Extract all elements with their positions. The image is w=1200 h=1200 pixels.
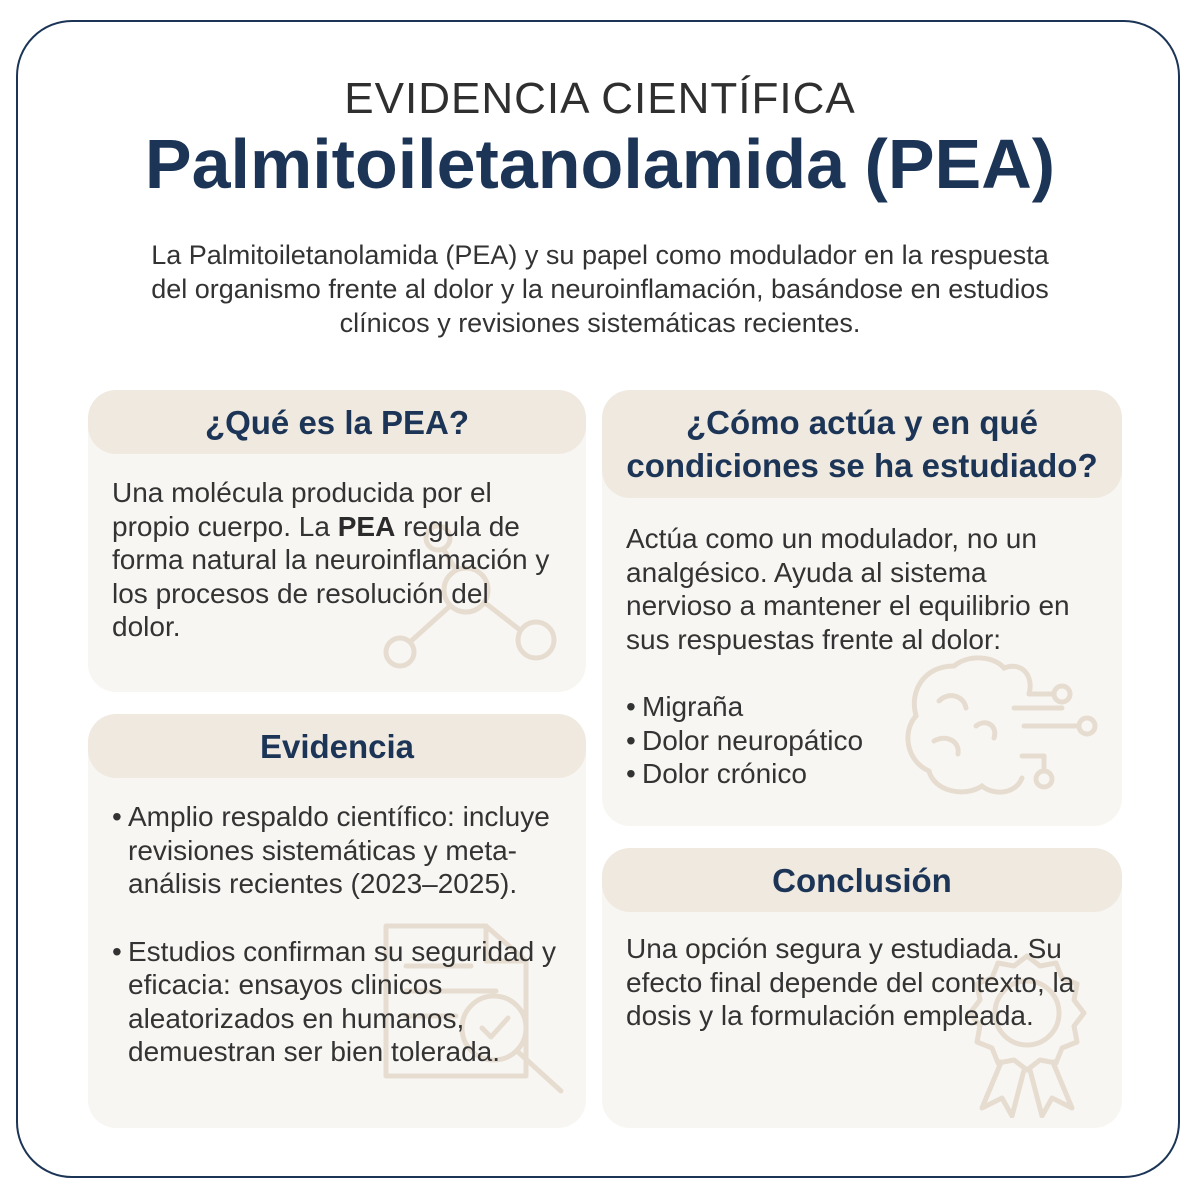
list-item: • Dolor neuropático (626, 724, 864, 756)
card-que-es (88, 390, 586, 692)
page-title: Palmitoiletanolamida (PEA) (144, 125, 1056, 203)
list-item: • Migraña (626, 691, 744, 722)
list-item: • Estudios confirman su seguridad y eficacia: ensayos clinicos aleatorizados en humanos, demuestran ser bien tolerada. (112, 935, 556, 1067)
card-conclusion-text: Una opción segura y estudiada. Su efecto final depende del contexto, la dosis y la formulación empleada. (626, 933, 1075, 1031)
page-kicker: EVIDENCIA CIENTÍFICA (344, 74, 856, 123)
card-como-actua (602, 390, 1122, 826)
card-que-es-title: ¿Qué es la PEA? (88, 390, 586, 454)
intro-paragraph: La Palmitoiletanolamida (PEA) y su papel como modulador en la respuesta del organismo frente al dolor y la neuroinflamación, basándose en estudios clínicos y revisiones sistemáticas recientes. (151, 240, 1049, 338)
list-item: • Dolor crónico (626, 758, 807, 789)
card-como-actua-text: Actúa como un modulador, no un analgésico. Ayuda al sistema nervioso a mantener el equilibrio en sus respuestas frente al dolor: (626, 523, 1070, 655)
card-evidencia (88, 714, 586, 1128)
card-que-es-text-1: Una molécula producida por el propio cuerpo. La (112, 477, 492, 542)
card-conclusion (602, 848, 1122, 1128)
card-conclusion-title: Conclusión (602, 848, 1122, 912)
card-que-es-text-2: regula de forma natural la neuroinflamación y los procesos de resolución del dolor. (112, 510, 550, 642)
card-como-actua-title: ¿Cómo actúa y en qué condiciones se ha estudiado? (602, 390, 1122, 498)
list-item: • Amplio respaldo científico: incluye revisiones sistemáticas y meta-análisis recientes (2023–2025). (112, 801, 550, 899)
card-que-es-bold: PEA (337, 510, 396, 542)
card-evidencia-title: Evidencia (88, 714, 586, 778)
